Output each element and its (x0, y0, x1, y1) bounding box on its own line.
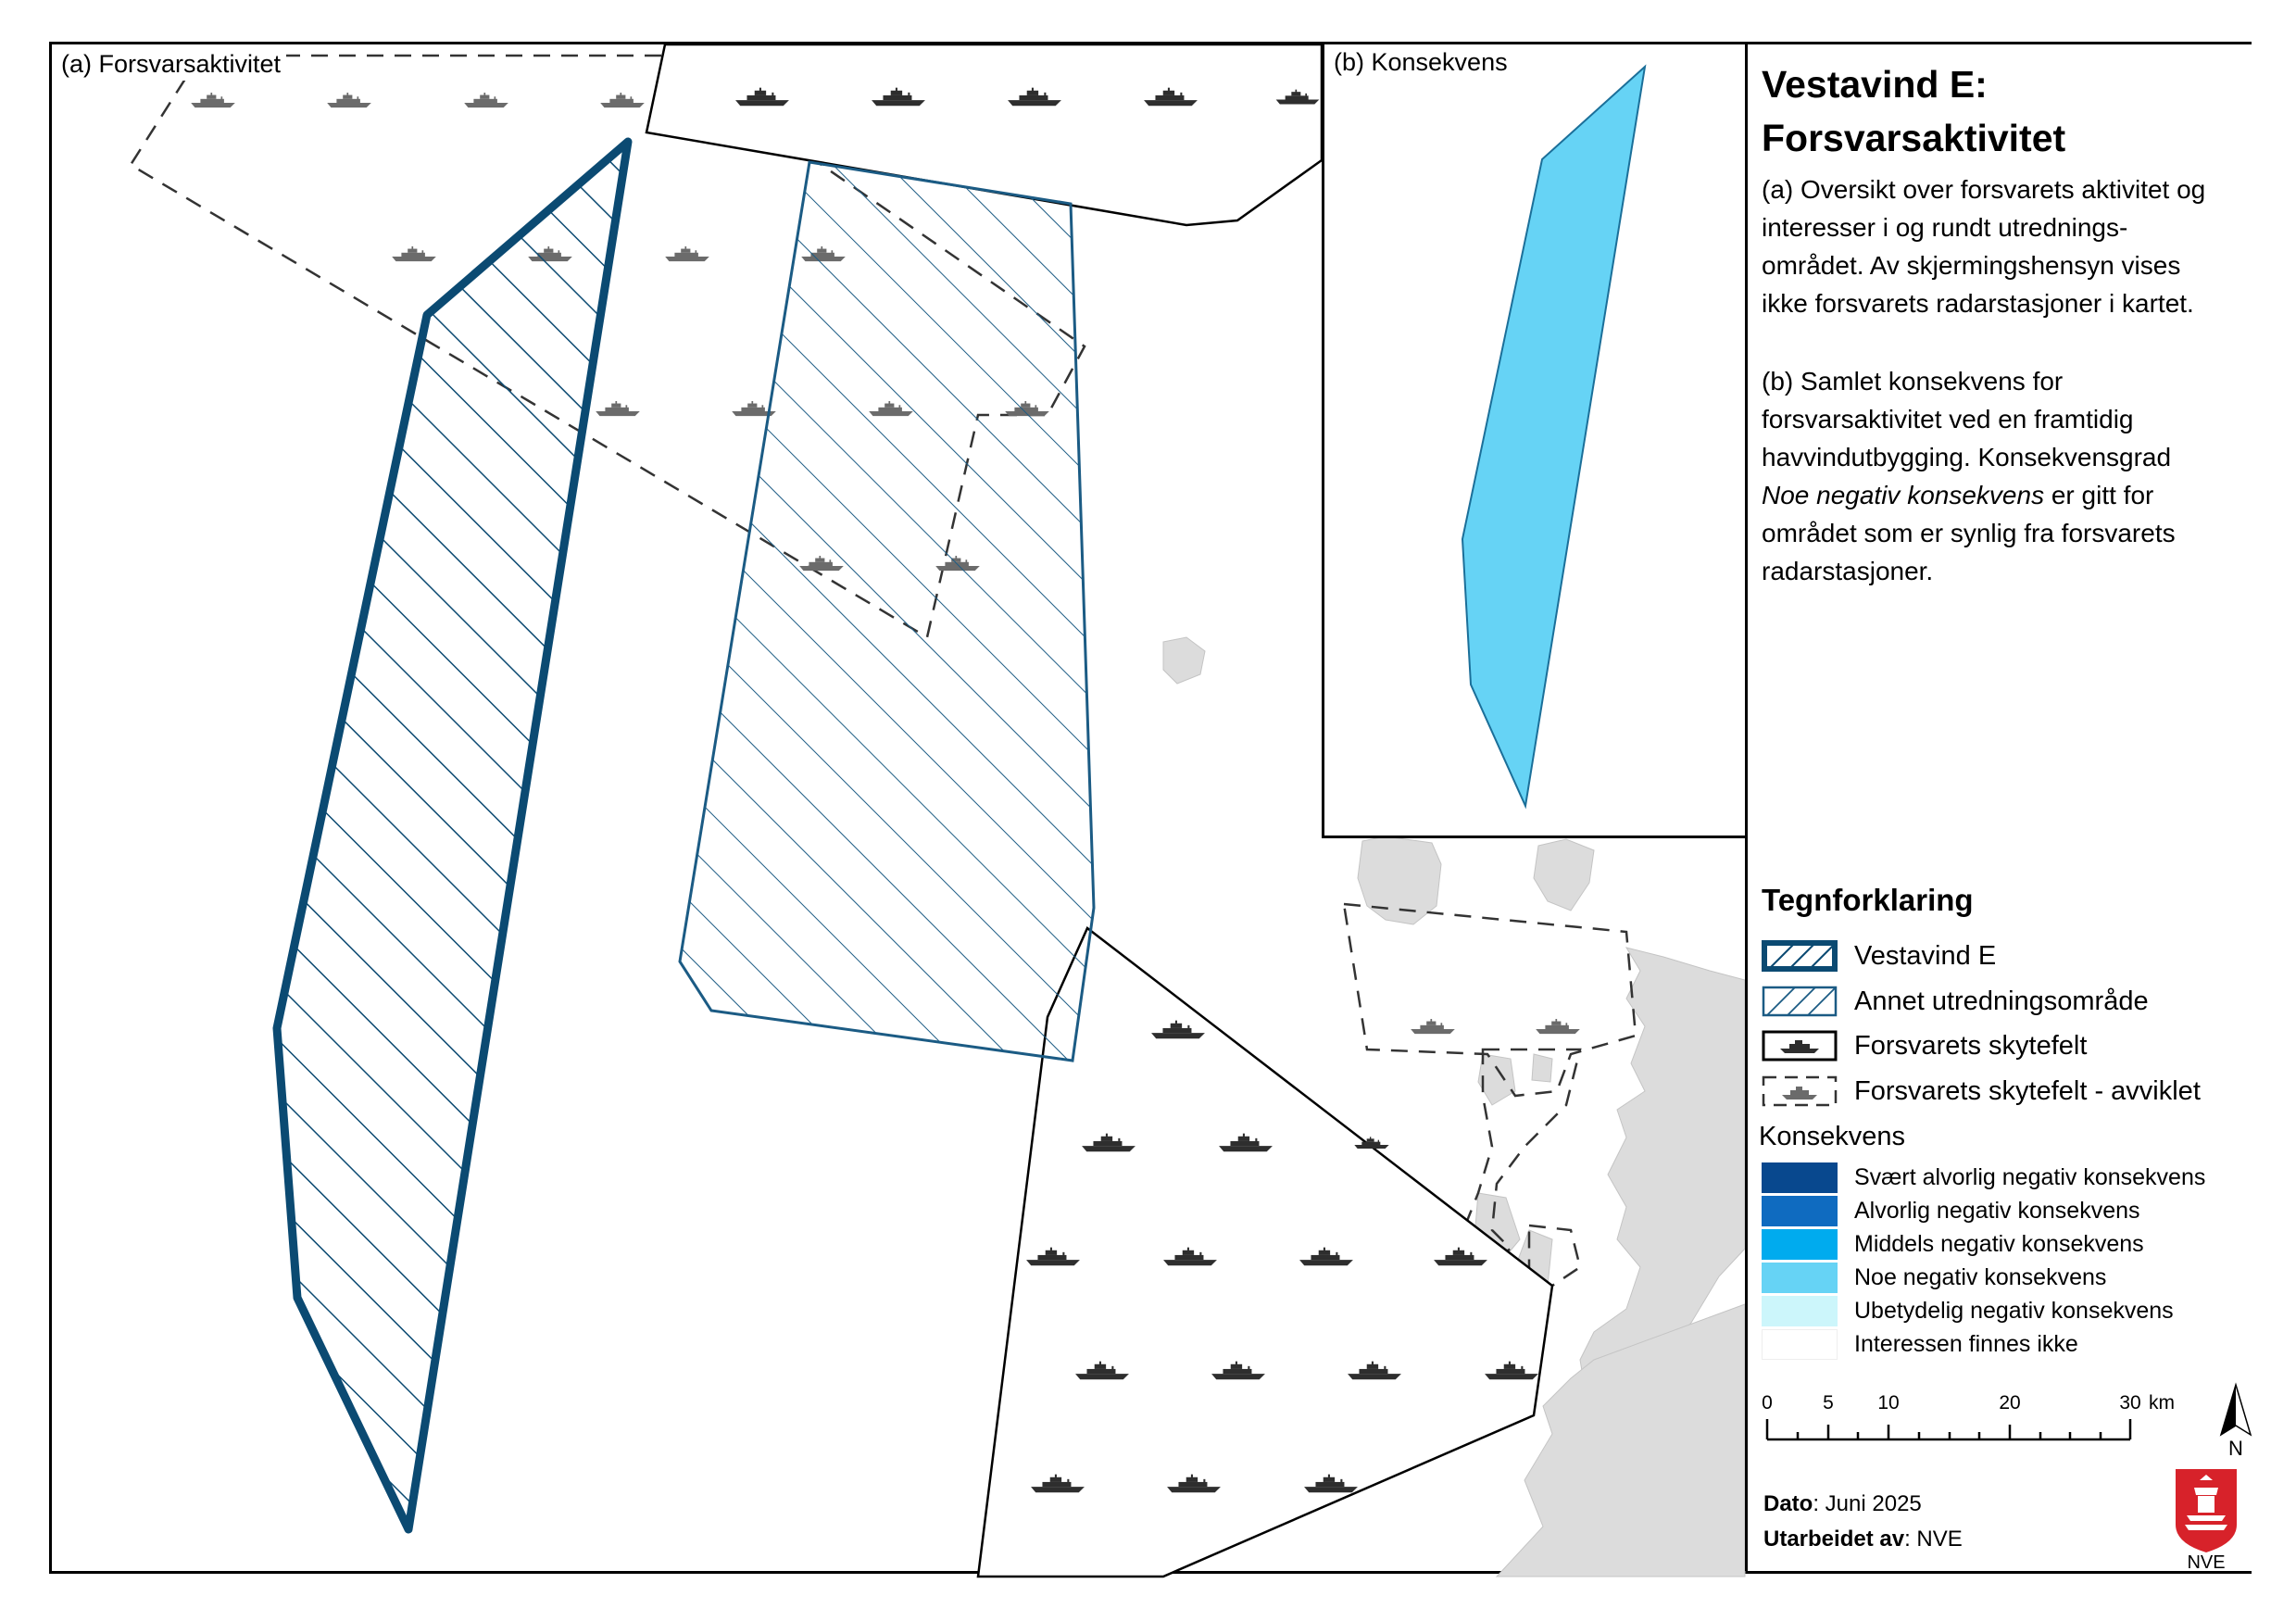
desc-b-rest: er gitt for (2044, 481, 2154, 509)
inset-konsekvens (1322, 44, 1745, 838)
author-value: : NVE (1904, 1527, 1963, 1552)
legend-item-skytefelt-avviklet (1762, 1075, 2201, 1107)
date-value: : Juni 2025 (1813, 1491, 1922, 1516)
description-a (1762, 170, 2248, 322)
legend-label: Vestavind E (1854, 940, 1997, 971)
desc-b-line: radarstasjoner. (1762, 557, 1934, 585)
scale-tick-label: 10 (1877, 1392, 1900, 1414)
scale-tick-label: 0 (1762, 1392, 1773, 1414)
legend-title: Tegnforklaring (1762, 883, 1974, 917)
noe-negativ-area (1462, 67, 1645, 806)
konsekvens-swatch (1762, 1229, 1838, 1260)
konsekvens-swatch (1762, 1196, 1838, 1226)
desc-b-line (1762, 476, 2248, 514)
konsekvens-label: Interessen finnes ikke (1854, 1331, 2078, 1357)
konsekvens-map (1324, 44, 1745, 836)
desc-b-line: havvindutbygging. Konsekvensgrad (1762, 443, 2172, 471)
logo-text: NVE (2187, 1552, 2226, 1573)
konsekvens-swatch (1762, 1263, 1838, 1293)
scale-tick-label: 20 (1999, 1392, 2021, 1414)
vestavind-e-area (277, 142, 628, 1529)
desc-a-line: interesser i og rundt utrednings- (1762, 213, 2128, 242)
konsekvens-swatch (1762, 1296, 1838, 1326)
desc-b-line: området som er synlig fra forsvarets (1762, 519, 2176, 547)
legend-label: Forsvarets skytefelt (1854, 1030, 2088, 1061)
desc-b-italic: Noe negativ konsekvens (1762, 481, 2045, 509)
author-line (1763, 1527, 1963, 1552)
nve-logo-icon (2172, 1467, 2240, 1571)
date-label: Dato (1763, 1491, 1813, 1516)
legend-item-vestavind-e (1762, 940, 1996, 972)
north-label: N (2228, 1437, 2243, 1460)
desc-a-line: ikke forsvarets radarstasjoner i kartet. (1762, 289, 2194, 318)
panel-b-label: (b) Konsekvens (1328, 46, 1513, 79)
sidebar (1745, 44, 2252, 1571)
description-b (1762, 362, 2248, 590)
north-arrow-icon (2215, 1383, 2256, 1460)
konsekvens-item (1762, 1195, 2140, 1227)
konsekvens-item (1762, 1328, 2078, 1361)
konsekvens-swatch (1762, 1329, 1838, 1360)
legend-symbol-skytefelt (1762, 1030, 1838, 1062)
title-line-2: Forsvarsaktivitet (1762, 117, 2066, 159)
scale-tick-label: 30 (2119, 1392, 2141, 1414)
konsekvens-label: Svært alvorlig negativ konsekvens (1854, 1164, 2206, 1190)
annet-utredningsomraade (680, 162, 1094, 1061)
konsekvens-item (1762, 1162, 2205, 1194)
legend-label: Annet utredningsområde (1854, 986, 2149, 1016)
date-line (1763, 1491, 1922, 1517)
legend-symbol-avviklet (1762, 1075, 1838, 1107)
scale-bar (1762, 1386, 2175, 1451)
desc-a-line: området. Av skjermingshensyn vises (1762, 251, 2181, 280)
konsekvens-label: Ubetydelig negativ konsekvens (1854, 1298, 2174, 1324)
author-label: Utarbeidet av (1763, 1527, 1905, 1552)
konsekvens-swatch (1762, 1162, 1838, 1193)
title-line-1: Vestavind E: (1762, 63, 1988, 106)
legend-symbol-vestavind (1762, 940, 1838, 972)
konsekvens-label: Noe negativ konsekvens (1854, 1264, 2107, 1290)
konsekvens-item (1762, 1228, 2144, 1261)
desc-b-line: forsvarsaktivitet ved en framtidig (1762, 405, 2134, 434)
konsekvens-item (1762, 1295, 2174, 1327)
map-title (1762, 57, 2243, 165)
legend-symbol-annet (1762, 986, 1838, 1017)
desc-a-line: (a) Oversikt over forsvarets aktivitet og (1762, 175, 2206, 204)
map-frame (49, 42, 2252, 1574)
konsekvens-title: Konsekvens (1759, 1122, 1905, 1151)
legend-label: Forsvarets skytefelt - avviklet (1854, 1075, 2201, 1106)
legend-item-annet (1762, 986, 2149, 1017)
legend-item-skytefelt (1762, 1030, 2087, 1062)
konsekvens-label: Middels negativ konsekvens (1854, 1231, 2144, 1257)
panel-a-label: (a) Forsvarsaktivitet (56, 48, 286, 81)
konsekvens-item (1762, 1262, 2106, 1294)
desc-b-line: (b) Samlet konsekvens for (1762, 367, 2064, 396)
scale-tick-label: 5 (1823, 1392, 1834, 1414)
scale-unit: km (2149, 1392, 2175, 1414)
konsekvens-label: Alvorlig negativ konsekvens (1854, 1198, 2140, 1224)
